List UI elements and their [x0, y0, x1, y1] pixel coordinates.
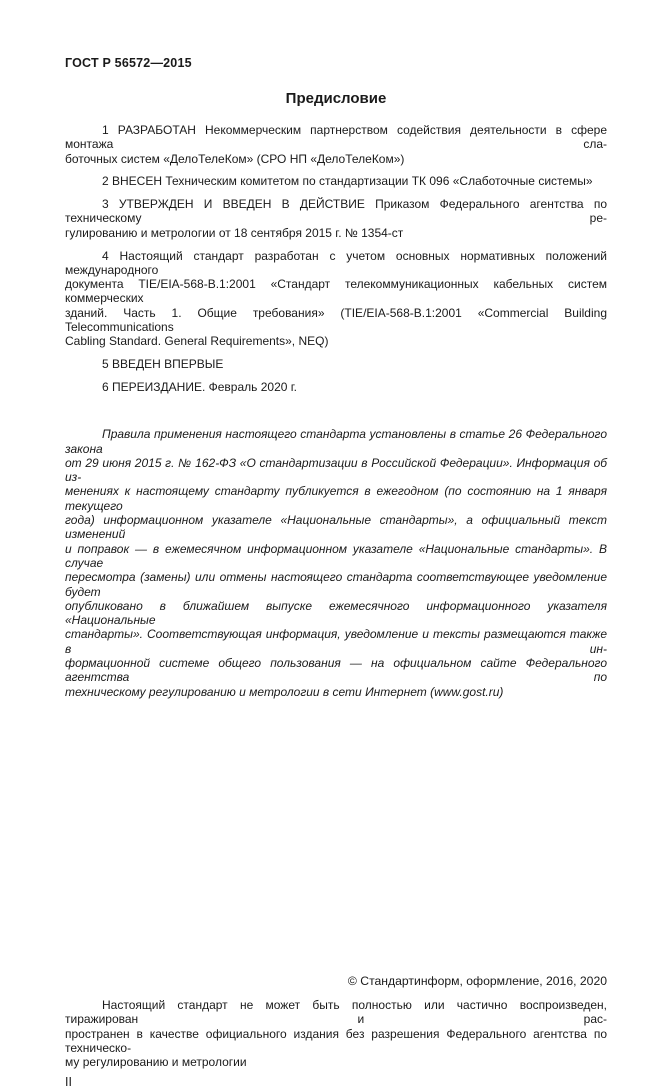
- reproduction-notice: [65, 998, 607, 1069]
- copyright-line: © Стандартинформ, оформление, 2016, 2020: [347, 973, 607, 988]
- text-line: боточных систем «ДелоТелеКом» (СРО НП «ДелоТелеКом»): [65, 151, 405, 166]
- text-line: му регулированию и метрологии: [65, 1055, 247, 1070]
- foreword-item-1: [65, 123, 607, 166]
- text-line: формационной системе общего пользования — на официальном сайте Федерального агентства по: [65, 656, 607, 685]
- doc-code: ГОСТ Р 56572—2015: [65, 56, 192, 70]
- text-line: Настоящий стандарт не может быть полностью или частично воспроизведен, тиражирован и рас-: [65, 998, 607, 1027]
- legal-notice: [65, 427, 607, 699]
- foreword-item-6: [65, 380, 607, 394]
- text-line: опубликовано в ближайшем выпуске ежемесячного информационного указателя «Национальные: [65, 598, 607, 628]
- text-line: зданий. Часть 1. Общие требования» (TIE/EIA-568-B.1:2001 «Commercial Building Telecommunications: [65, 305, 607, 335]
- foreword-section: [65, 123, 607, 394]
- text-line: и поправок — в ежемесячном информационном указателе «Национальные стандарты». В случае: [65, 541, 607, 570]
- text-line: 2 ВНЕСЕН Техническим комитетом по стандартизации ТК 096 «Слаботочные системы»: [102, 174, 593, 189]
- foreword-item-4: [65, 249, 607, 349]
- text-line: стандарты». Соответствующая информация, уведомление и тексты размещаются также в ин-: [65, 627, 607, 656]
- text-line: от 29 июня 2015 г. № 162-ФЗ «О стандартизации в Российской Федерации». Информация об из-: [65, 455, 607, 485]
- foreword-item-2: [65, 174, 607, 188]
- text-line: 3 УТВЕРЖДЕН И ВВЕДЕН В ДЕЙСТВИЕ Приказом Федерального агентства по техническому ре-: [65, 197, 607, 226]
- foreword-item-5: [65, 357, 607, 371]
- text-line: менениях к настоящему стандарту публикуется в ежегодном (по состоянию на 1 января текущего: [65, 484, 607, 513]
- text-line: техническому регулированию и метрологии в сети Интернет (www.gost.ru): [65, 684, 504, 699]
- text-line: года) информационном указателе «Национальные стандарты», а официальный текст изменений: [65, 513, 607, 542]
- foreword-item-3: [65, 197, 607, 240]
- text-line: пространен в качестве официального издания без разрешения Федерального агентства по техническо-: [65, 1026, 607, 1056]
- text-line: документа TIE/EIA-568-B.1:2001 «Стандарт телекоммуникационных кабельных систем коммерческих: [65, 277, 607, 306]
- text-line: пересмотра (замены) или отмены настоящего стандарта соответствующее уведомление будет: [65, 570, 607, 599]
- text-line: 6 ПЕРЕИЗДАНИЕ. Февраль 2020 г.: [102, 379, 297, 394]
- text-line: Cabling Standard. General Requirements», NEQ): [65, 334, 329, 349]
- text-line: 1 РАЗРАБОТАН Некоммерческим партнерством содействия деятельности в сфере монтажа сла-: [65, 123, 607, 152]
- text-line: Правила применения настоящего стандарта установлены в статье 26 Федерального закона: [65, 427, 607, 456]
- text-line: 5 ВВЕДЕН ВПЕРВЫЕ: [102, 357, 224, 372]
- page-number: II: [65, 1074, 72, 1089]
- text-line: гулированию и метрологии от 18 сентября 2015 г. № 1354-ст: [65, 225, 404, 240]
- text-line: 4 Настоящий стандарт разработан с учетом основных нормативных положений международного: [65, 248, 607, 277]
- page-title: Предисловие: [285, 90, 387, 107]
